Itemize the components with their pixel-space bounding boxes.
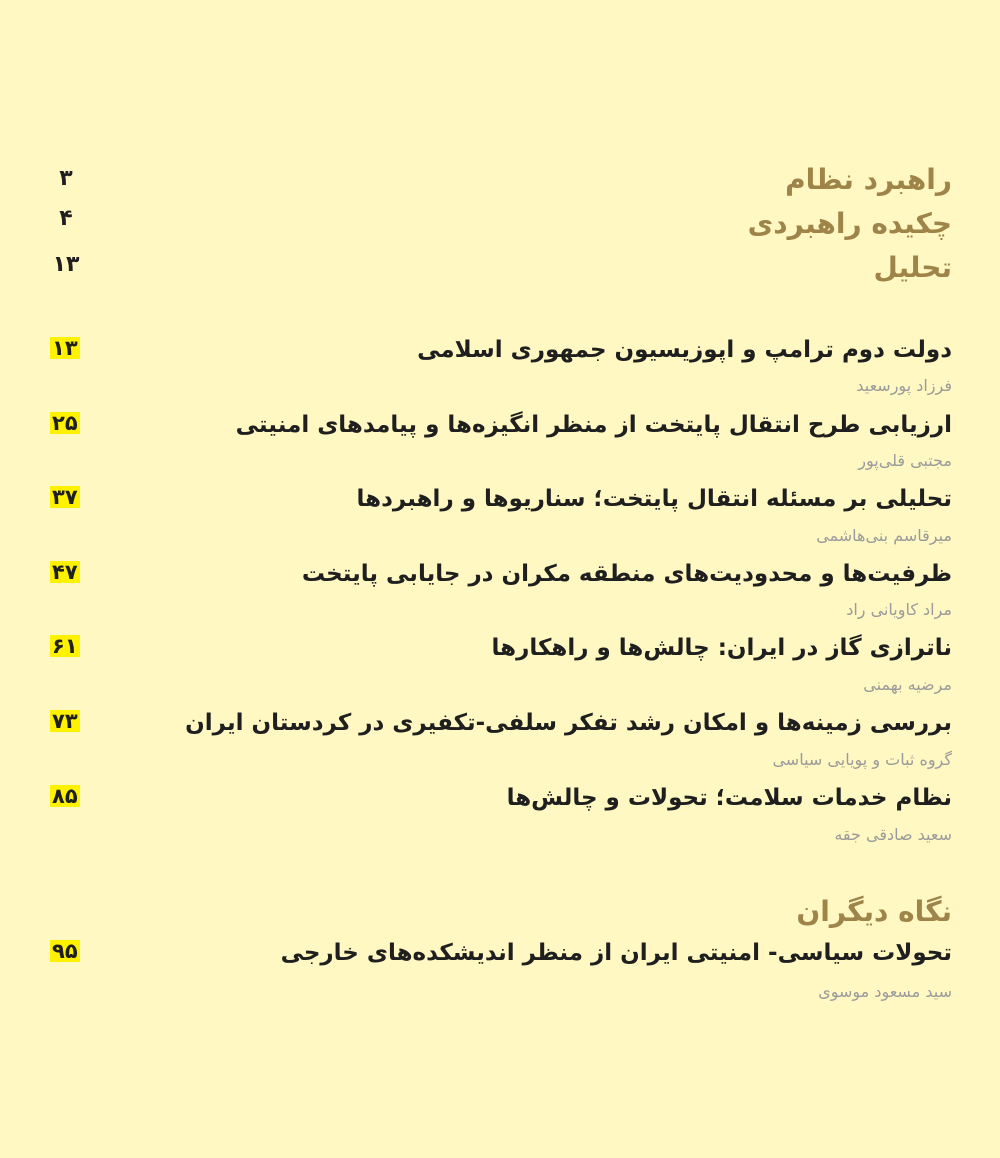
article-author: میرقاسم بنی‌هاشمی <box>816 526 952 545</box>
toc-section-rahbord-nezam[interactable] <box>0 164 1000 198</box>
article-title: بررسی زمینه‌ها و امکان رشد تفکر سلفی-تکفیری در کردستان ایران <box>185 710 952 736</box>
toc-section-negah-digaran[interactable] <box>0 896 1000 930</box>
article-author: سید مسعود موسوی <box>818 982 952 1001</box>
page-number: ۸۵ <box>52 784 78 808</box>
article-author: مراد کاویانی راد <box>846 600 952 619</box>
article-author: سعید صادقی جقه <box>834 825 952 844</box>
article-title: دولت دوم ترامپ و اپوزیسیون جمهوری اسلامی <box>417 337 952 363</box>
section-title: تحلیل <box>873 251 952 284</box>
page-number: ۱۳ <box>52 336 78 360</box>
toc-article[interactable] <box>0 486 1000 546</box>
article-title: تحولات سیاسی- امنیتی ایران از منظر اندیشکده‌های خارجی <box>280 940 952 966</box>
toc-article[interactable] <box>0 785 1000 845</box>
page-number: ۴ <box>59 206 73 231</box>
article-title: ناترازی گاز در ایران: چالش‌ها و راهکارها <box>491 635 952 661</box>
section-title: راهبرد نظام <box>785 163 952 196</box>
article-author: مرضیه بهمنی <box>863 675 952 694</box>
article-title: نظام خدمات سلامت؛ تحولات و چالش‌ها <box>506 785 952 811</box>
page-number: ۶۱ <box>52 634 78 658</box>
toc-article[interactable] <box>0 337 1000 397</box>
toc-article[interactable] <box>0 710 1000 770</box>
toc-section-tahlil[interactable] <box>0 252 1000 286</box>
toc-article[interactable] <box>0 635 1000 695</box>
page-number: ۳۷ <box>52 485 78 509</box>
toc-article[interactable] <box>0 561 1000 621</box>
article-author: گروه ثبات و پویایی سیاسی <box>772 750 952 769</box>
page-number: ۴۷ <box>52 560 78 584</box>
article-author: مجتبی قلی‌پور <box>858 451 952 470</box>
article-title: تحلیلی بر مسئله انتقال پایتخت؛ سناریوها و راهبردها <box>356 486 952 512</box>
section-title: نگاه دیگران <box>796 895 952 928</box>
article-author: فرزاد پورسعید <box>856 376 952 395</box>
toc-section-chekideh-rahbordi[interactable] <box>0 206 1000 240</box>
toc-article[interactable] <box>0 412 1000 472</box>
page-number: ۳ <box>59 166 73 191</box>
section-title: چکیده راهبردی <box>747 207 952 240</box>
toc-article[interactable] <box>0 940 1000 1000</box>
page-number: ۲۵ <box>52 411 78 435</box>
page-number: ۹۵ <box>52 939 78 963</box>
page-number: ۷۳ <box>52 709 78 733</box>
page-number: ۱۳ <box>52 252 80 277</box>
article-title: ارزیابی طرح انتقال پایتخت از منظر انگیزه‌ها و پیامدهای امنیتی <box>235 412 952 438</box>
article-title: ظرفیت‌ها و محدودیت‌های منطقه مکران در جایابی پایتخت <box>301 561 952 587</box>
